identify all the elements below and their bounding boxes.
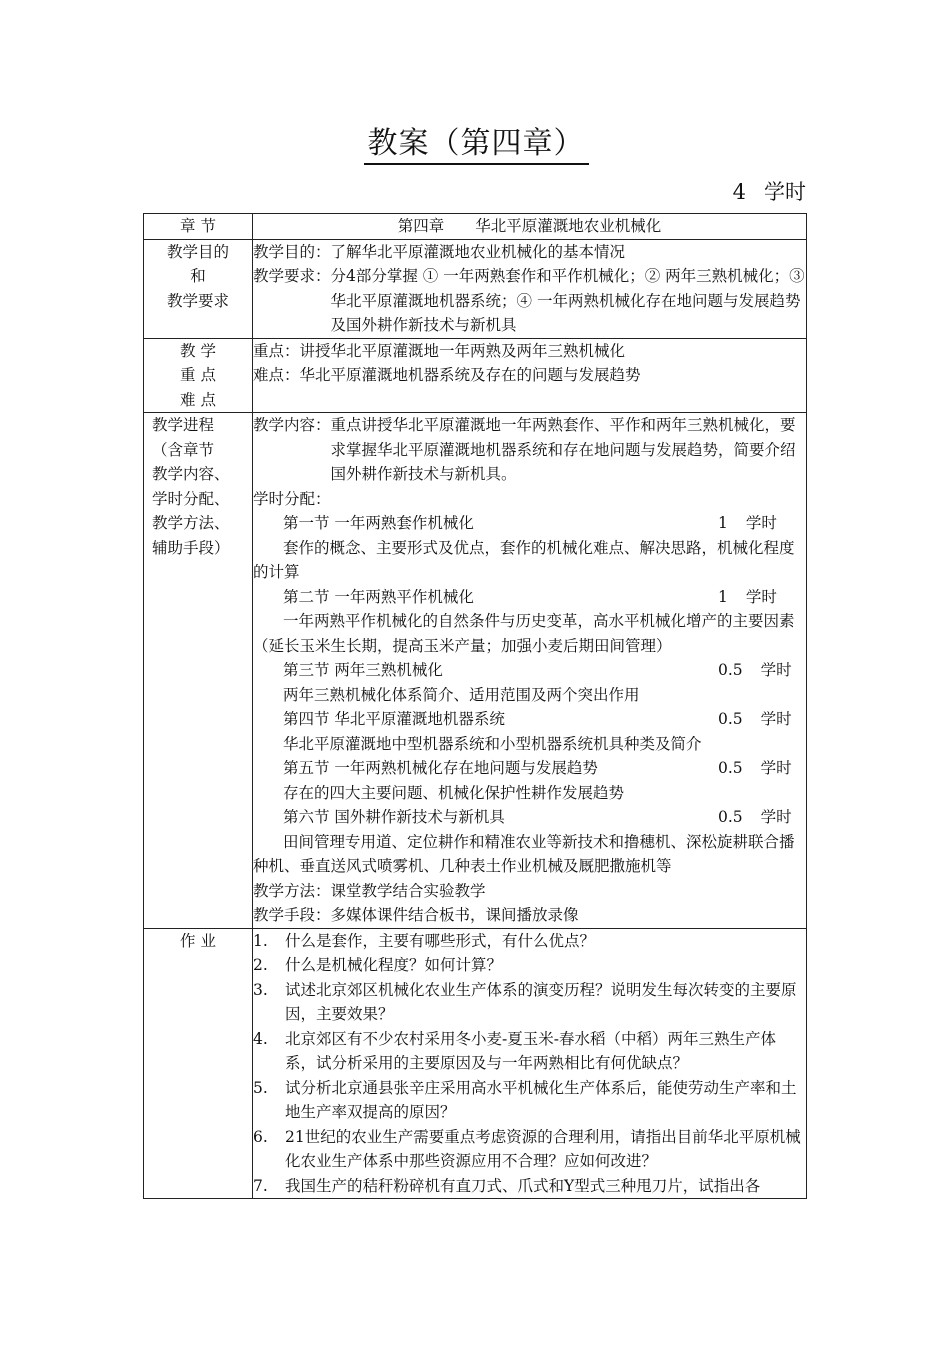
row-keypoints	[144, 338, 807, 413]
section-hours: 0.5 学时	[718, 710, 792, 728]
total-hours: 4 学时	[732, 180, 806, 204]
homework-text: 什么是机械化程度？如何计算？	[285, 956, 503, 974]
section-heading	[253, 707, 806, 732]
homework-number: 6.	[253, 1127, 268, 1146]
section-description: 田间管理专用道、定位耕作和精准农业等新技术和撸穗机、深松旋耕联合播种机、垂直送风式喷雾机、几种表土作业机械及厩肥撒施机等	[253, 832, 795, 875]
homework-text: 什么是套作，主要有哪些形式，有什么优点？	[285, 931, 596, 950]
homework-list	[253, 928, 807, 1199]
homework-label: 作 业	[144, 928, 253, 1199]
homework-item	[253, 1027, 806, 1076]
section-name: 第二节 一年两熟平作机械化	[283, 587, 474, 606]
section-name: 第六节 国外耕作新技术与新机具	[283, 808, 505, 826]
homework-item	[253, 1125, 806, 1174]
allocation-label: 学时分配：	[253, 489, 331, 508]
keypoints-content	[253, 338, 807, 413]
homework-number: 3.	[253, 980, 268, 999]
homework-text: 我国生产的秸秆粉碎机有直刀式、爪式和Y型式三种甩刀片，试指出各	[285, 1176, 761, 1195]
section-description: 华北平原灌溉地中型机器系统和小型机器系统机具种类及简介	[283, 734, 702, 753]
homework-text: 北京郊区有不少农村采用冬小麦-夏玉米-春水稻（中稻）两年三熟生产体系，试分析采用的主要原因及与一年两熟相比有何优缺点？	[285, 1029, 776, 1072]
section-hours: 0.5 学时	[718, 661, 792, 679]
row-objectives	[144, 239, 807, 338]
homework-text: 试述北京郊区机械化农业生产体系的演变历程？说明发生每次转变的主要原因，主要效果？	[285, 980, 797, 1023]
section-description: 存在的四大主要问题、机械化保护性耕作发展趋势	[283, 783, 625, 802]
homework-item	[253, 978, 806, 1027]
section-name: 第五节 一年两熟机械化存在地问题与发展趋势	[283, 759, 598, 777]
homework-item	[253, 1174, 806, 1199]
section-description: 两年三熟机械化体系简介、适用范围及两个突出作用	[283, 685, 640, 704]
section-heading	[253, 585, 806, 610]
requirement-line: 教学要求： 分4部分掌握 ① 一年两熟套作和平作机械化；② 两年三熟机械化；③ 华北平原灌溉地机器系统；④ 一年两熟机械化存在地问题与发展趋势及国外耕作新技术与新机具	[253, 267, 805, 334]
focus-line: 重点：讲授华北平原灌溉地一年两熟及两年三熟机械化	[253, 341, 626, 360]
section-heading	[253, 805, 806, 830]
lesson-plan-table	[143, 213, 807, 1199]
section-hours: 0.5 学时	[718, 759, 792, 777]
objectives-label: 教学目的 和 教学要求	[144, 239, 253, 338]
chapter-label: 章 节	[144, 214, 253, 240]
homework-number: 2.	[253, 956, 268, 974]
section-heading	[253, 658, 806, 683]
purpose-line: 教学目的： 了解华北平原灌溉地农业机械化的基本情况	[253, 242, 626, 261]
difficulty-line: 难点：华北平原灌溉地机器系统及存在的问题与发展趋势	[253, 366, 641, 384]
homework-number: 7.	[253, 1176, 268, 1195]
homework-item	[253, 1076, 806, 1125]
process-label: 教学进程 （含章节 教学内容、 学时分配、 教学方法、 辅助手段）	[144, 413, 253, 929]
means-line: 教学手段：多媒体课件结合板书，课间播放录像	[253, 906, 579, 924]
homework-text: 21世纪的农业生产需要重点考虑资源的合理利用，请指出目前华北平原机械化农业生产体系中那些资源应用不合理？应如何改进？	[285, 1127, 801, 1170]
homework-item	[253, 953, 806, 978]
section-description: 套作的概念、主要形式及优点，套作的机械化难点、解决思路，机械化程度的计算	[253, 538, 795, 581]
objectives-content	[253, 239, 807, 338]
homework-number: 1.	[253, 931, 268, 950]
section-hours: 0.5 学时	[718, 808, 792, 826]
section-list	[253, 511, 806, 879]
row-chapter	[144, 214, 807, 240]
process-content	[253, 413, 807, 929]
section-name: 第一节 一年两熟套作机械化	[283, 514, 474, 532]
section-name: 第四节 华北平原灌溉地机器系统	[283, 710, 505, 728]
homework-text: 试分析北京通县张辛庄采用高水平机械化生产体系后，能使劳动生产率和土地生产率双提高的原因？	[285, 1078, 797, 1121]
section-hours: 1 学时	[718, 587, 777, 606]
homework-number: 4.	[253, 1029, 268, 1048]
section-heading	[253, 511, 806, 536]
row-homework	[144, 928, 807, 1199]
method-line: 教学方法：课堂教学结合实验教学	[253, 881, 486, 900]
homework-number: 5.	[253, 1078, 268, 1097]
keypoints-label: 教 学 重 点 难 点	[144, 338, 253, 413]
row-process	[144, 413, 807, 929]
chapter-content: 第四章 华北平原灌溉地农业机械化	[253, 214, 807, 240]
page-title: 教案（第四章）	[0, 118, 952, 162]
homework-item	[253, 929, 806, 954]
section-hours: 1 学时	[718, 514, 777, 532]
content-line: 教学内容： 重点讲授华北平原灌溉地一年两熟套作、平作和两年三熟机械化，要求掌握华北平原灌溉地机器系统和存在地问题与发展趋势，简要介绍国外耕作新技术与新机具。	[253, 416, 796, 483]
section-heading	[253, 756, 806, 781]
section-description: 一年两熟平作机械化的自然条件与历史变革，高水平机械化增产的主要因素（延长玉米生长期，提高玉米产量；加强小麦后期田间管理）	[253, 612, 795, 655]
section-name: 第三节 两年三熟机械化	[283, 661, 443, 679]
